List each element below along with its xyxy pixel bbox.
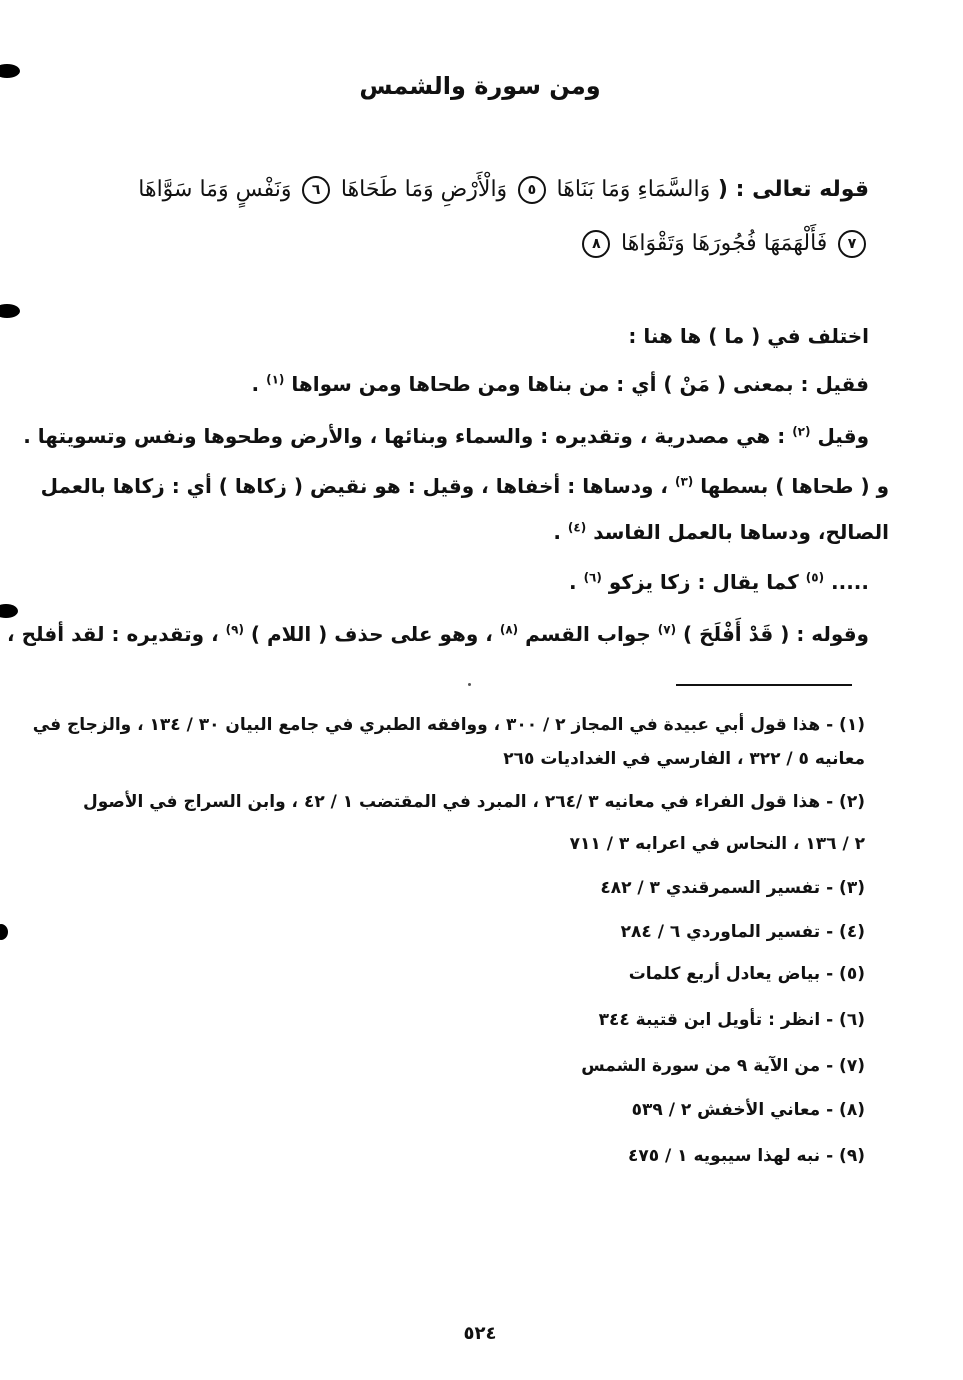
footnote-6: (٦) - انظر : تأويل ابن قتيبة ٣٤٤: [598, 1010, 865, 1030]
footnote-9: (٩) - نبه لهذا سيبويه ١ / ٤٧٥: [627, 1146, 865, 1166]
footnote-ref-7: (٧): [657, 622, 677, 637]
footnote-7: (٧) - من الآية ٩ من سورة الشمس: [581, 1056, 865, 1076]
ayah-number-8: ٨: [582, 230, 610, 258]
footnote-2-line-2: ٢ / ١٣٦ ، النحاس في اعرابه ٣ / ٧١١: [569, 834, 865, 854]
footnote-ref-4: (٤): [567, 520, 587, 535]
paragraph-1: اختلف في ( ما ) ها هنا :: [628, 324, 869, 348]
verse-line-2: [49, 230, 869, 258]
paragraph-3-text: : هي مصدرية ، وتقديره : والسماء وبنائها ، والأرض وطحوها ونفس وتسويتها .: [23, 424, 786, 448]
footnote-ref-6: (٦): [583, 570, 602, 585]
ayah-number-7: ٧: [838, 230, 866, 258]
paragraph-6-end: .: [568, 570, 577, 594]
page-number: ٥٢٤: [463, 1323, 497, 1344]
paragraph-2-text: فقيل : بمعنى ( مَنْ ) أي : من بناها ومن طحاها ومن سواها: [291, 372, 869, 396]
quran-text-4: فَأَلْهَمَهَا فُجُورَهَا وَتَقْوَاهَا: [621, 231, 828, 256]
ayah-number-6: ٦: [302, 176, 330, 204]
footnote-ref-2: (٢): [792, 424, 811, 439]
binding-mark-4: [0, 924, 8, 940]
footnote-4: (٤) - تفسير الماوردي ٦ / ٢٨٤: [620, 922, 865, 942]
footnote-separator: [676, 684, 852, 686]
paragraph-5: [49, 520, 889, 544]
binding-mark-2: [0, 304, 20, 318]
paragraph-2-end: .: [251, 372, 260, 396]
paragraph-5-text: الصالح، ودساها بالعمل الفاسد: [593, 520, 889, 544]
footnote-2-line-1: (٢) - هذا قول الفراء في معانيه ٣ /٢٦٤ ، المبرد في المقتضب ١ / ٤٢ ، وابن السراج في الأصول: [82, 792, 865, 812]
quran-text-1: وَالسَّمَاءِ وَمَا بَنَاهَا: [556, 177, 711, 202]
paragraph-4-start: و ( طحاها ) بسطها: [700, 474, 889, 498]
paragraph-6-text: كما يقال : زكا يزكو: [608, 570, 799, 594]
footnote-1-line-2: معانيه ٥ / ٣٢٢ ، الفارسي في الغداديات ٢٦٥: [503, 749, 865, 769]
binding-mark-1: [0, 64, 20, 78]
paragraph-4-text: ، ودساها : أخفاها ، وقيل : هو نقيض ( زكاها ) أي : زكاها بالعمل: [40, 474, 668, 498]
quran-text-3: وَنَفْسٍ وَمَا سَوَّاهَا: [138, 177, 292, 202]
footnote-ref-5: (٥): [805, 570, 825, 585]
paragraph-4: [40, 474, 889, 498]
binding-mark-3: [0, 604, 18, 618]
paragraph-3-start: وقيل: [817, 424, 869, 448]
paragraph-7-text-2: ، وهو على حذف ( اللام ): [250, 622, 493, 646]
ayah-number-5: ٥: [518, 176, 546, 204]
footnote-3: (٣) - تفسير السمرقندي ٣ / ٤٨٢: [600, 878, 865, 898]
footnote-ref-1: (١): [266, 372, 285, 387]
footnote-ref-9: (٩): [225, 622, 244, 637]
page-title: ومن سورة والشمس: [359, 72, 601, 100]
paragraph-2: [59, 372, 869, 396]
footnote-ref-3: (٣): [674, 474, 694, 489]
paragraph-5-end: .: [553, 520, 561, 544]
quran-text-2: وَالْأَرْضِ وَمَا طَحَاهَا: [340, 177, 508, 202]
verse-intro: قوله تعالى : (: [717, 177, 869, 202]
paragraph-7-text-1: جواب القسم: [525, 622, 651, 646]
footnote-1-line-1: (١) - هذا قول أبي عبيدة في المجاز ٢ / ٣٠٠ ، ووافقه الطبري في جامع البيان ٣٠ / ١٣٤ ، والزجاج في: [32, 715, 865, 735]
paragraph-7-text-3: ، وتقديره : لقد أفلح ،: [7, 622, 219, 646]
footnote-ref-8: (٨): [499, 622, 519, 637]
speck: [468, 683, 471, 686]
footnote-5: (٥) - بياض يعادل أربع كلمات: [628, 964, 865, 984]
verse-line-1: [49, 176, 869, 204]
footnote-8: (٨) - معاني الأخفش ٢ / ٥٣٩: [631, 1100, 865, 1120]
paragraph-7-start: وقوله : ( قَدْ أَفْلَحَ ): [683, 622, 869, 646]
paragraph-6: [59, 570, 869, 594]
paragraph-3: [23, 424, 869, 448]
paragraph-6-gap: .....: [824, 570, 869, 594]
paragraph-7: [7, 622, 869, 646]
